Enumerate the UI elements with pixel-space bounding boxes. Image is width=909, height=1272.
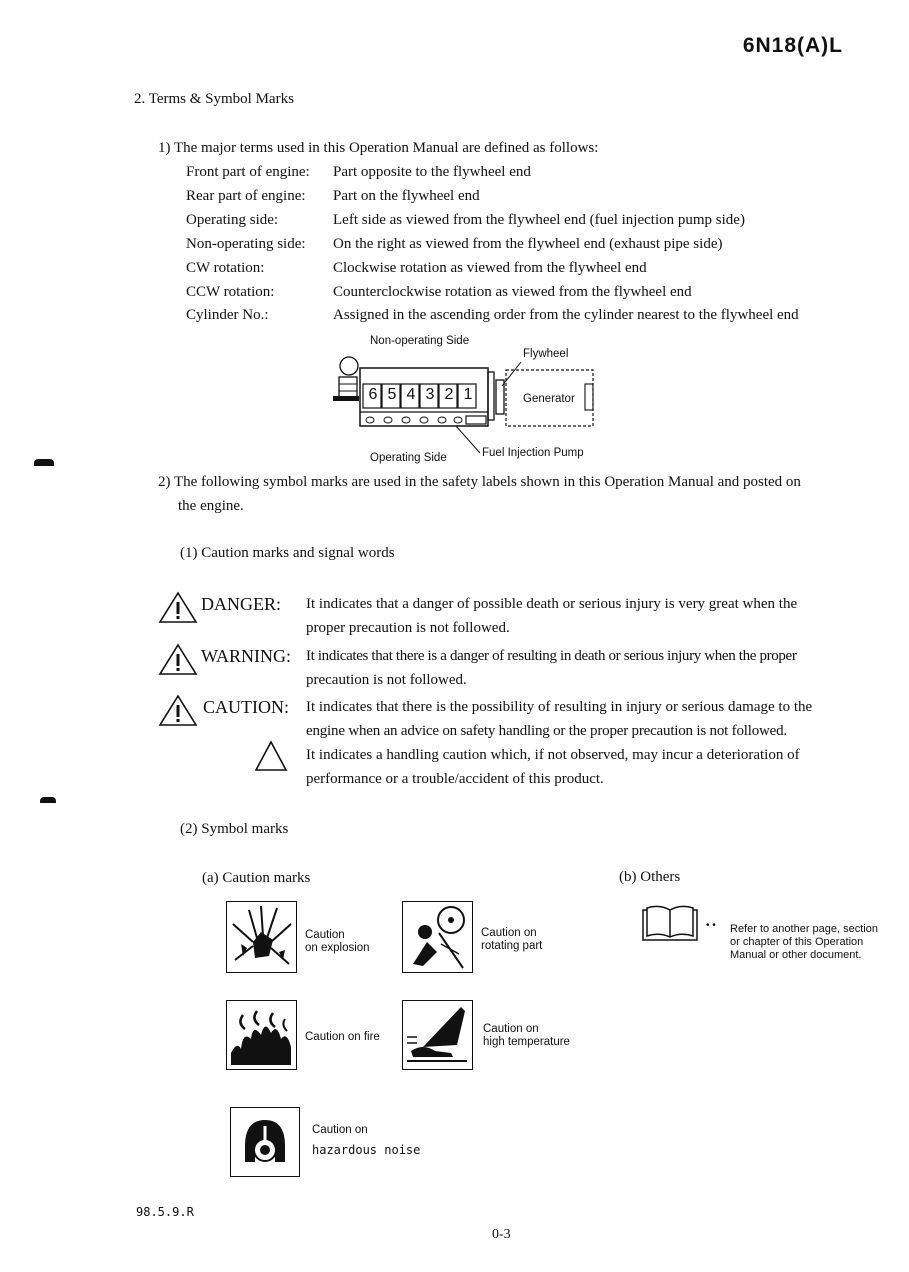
warning-line2: precaution is not followed. [306,672,467,688]
reference-label-line1: Refer to another page, section [730,923,878,935]
engine-diagram [330,332,610,467]
margin-mark [34,459,54,466]
rotating-label-line1: Caution on [481,927,537,939]
plain-caution-triangle-icon [254,740,288,772]
cylinder-number: 1 [463,386,473,403]
danger-signal-word: DANGER: [201,594,281,614]
term-label: Front part of engine: [186,164,310,180]
hightemp-label-line1: Caution on [483,1023,539,1035]
symbols-intro-line2: the engine. [178,498,244,514]
term-definition: Part opposite to the flywheel end [333,164,531,180]
fire-label: Caution on fire [305,1031,380,1043]
caution-triangle-icon [158,694,198,727]
term-definition: Left side as viewed from the flywheel end (fuel injection pump side) [333,212,745,228]
footer-date: 98.5.9.R [136,1205,194,1219]
hightemp-label-line2: high temperature [483,1036,570,1048]
danger-line2: proper precaution is not followed. [306,620,510,636]
term-label: CCW rotation: [186,284,275,300]
warning-signal-word: WARNING: [201,646,291,666]
section-title: 2. Terms & Symbol Marks [134,91,294,107]
term-label: CW rotation: [186,260,265,276]
symbols-intro-line1: 2) The following symbol marks are used in the safety labels shown in this Operation Manual and posted on [158,474,801,490]
reference-label-line2: or chapter of this Operation [730,936,864,948]
plain-caution-line2: performance or a trouble/accident of this product. [306,771,604,787]
term-definition: Counterclockwise rotation as viewed from the flywheel end [333,284,692,300]
terms-intro: 1) The major terms used in this Operation Manual are defined as follows: [158,140,599,156]
reference-dots: • • [706,920,716,931]
caution-marks-subheading: (a) Caution marks [202,870,311,886]
diagram-fuel-injection-pump: Fuel Injection Pump [482,447,584,459]
term-definition: Clockwise rotation as viewed from the flywheel end [333,260,647,276]
cylinder-number: 6 [368,386,378,403]
model-header: 6N18(A)L [742,34,843,57]
hazardous-noise-icon [230,1107,300,1177]
rotating-label-line2: rotating part [481,940,543,952]
caution-marks-heading: (1) Caution marks and signal words [180,545,395,561]
rotating-part-icon [402,901,473,973]
diagram-generator: Generator [523,393,575,405]
symbol-marks-heading: (2) Symbol marks [180,821,289,837]
term-label: Non-operating side: [186,236,306,252]
caution-line1: It indicates that there is the possibility of resulting in injury or serious damage to the [306,699,813,715]
term-label: Operating side: [186,212,279,228]
diagram-flywheel: Flywheel [523,348,569,360]
danger-warning-triangle-icon [158,591,198,624]
warning-triangle-icon [158,643,198,676]
diagram-operating-side: Operating Side [370,452,447,464]
high-temperature-icon [402,1000,473,1070]
others-subheading: (b) Others [619,869,681,885]
cylinder-number: 2 [444,386,454,403]
margin-mark [40,797,56,803]
fire-icon [226,1000,297,1070]
danger-line1: It indicates that a danger of possible death or serious injury is very great when the [306,596,798,612]
term-label: Rear part of engine: [186,188,306,204]
caution-line2: engine when an advice on safety handling or the proper precaution is not followed. [306,723,787,739]
reference-label-line3: Manual or other document. [730,949,862,961]
caution-signal-word: CAUTION: [203,697,289,717]
plain-caution-line1: It indicates a handling caution which, if not observed, may incur a deterioration of [306,747,800,763]
cylinder-number: 4 [406,386,416,403]
term-label: Cylinder No.: [186,307,269,323]
diagram-non-operating-side: Non-operating Side [370,335,470,347]
explosion-label-line1: Caution [305,929,345,941]
warning-line1: It indicates that there is a danger of resulting in death or serious injury when the proper [306,648,797,664]
explosion-icon [226,901,297,973]
cylinder-number: 5 [387,386,397,403]
term-definition: Assigned in the ascending order from the cylinder nearest to the flywheel end [333,307,799,323]
term-definition: On the right as viewed from the flywheel end (exhaust pipe side) [333,236,723,252]
explosion-label-line2: on explosion [305,942,370,954]
noise-label-line1: Caution on [312,1124,368,1136]
term-definition: Part on the flywheel end [333,188,480,204]
cylinder-number: 3 [425,386,435,403]
book-reference-icon [641,904,701,944]
page-number: 0-3 [492,1227,511,1242]
noise-label-line2: hazardous noise [312,1143,421,1157]
